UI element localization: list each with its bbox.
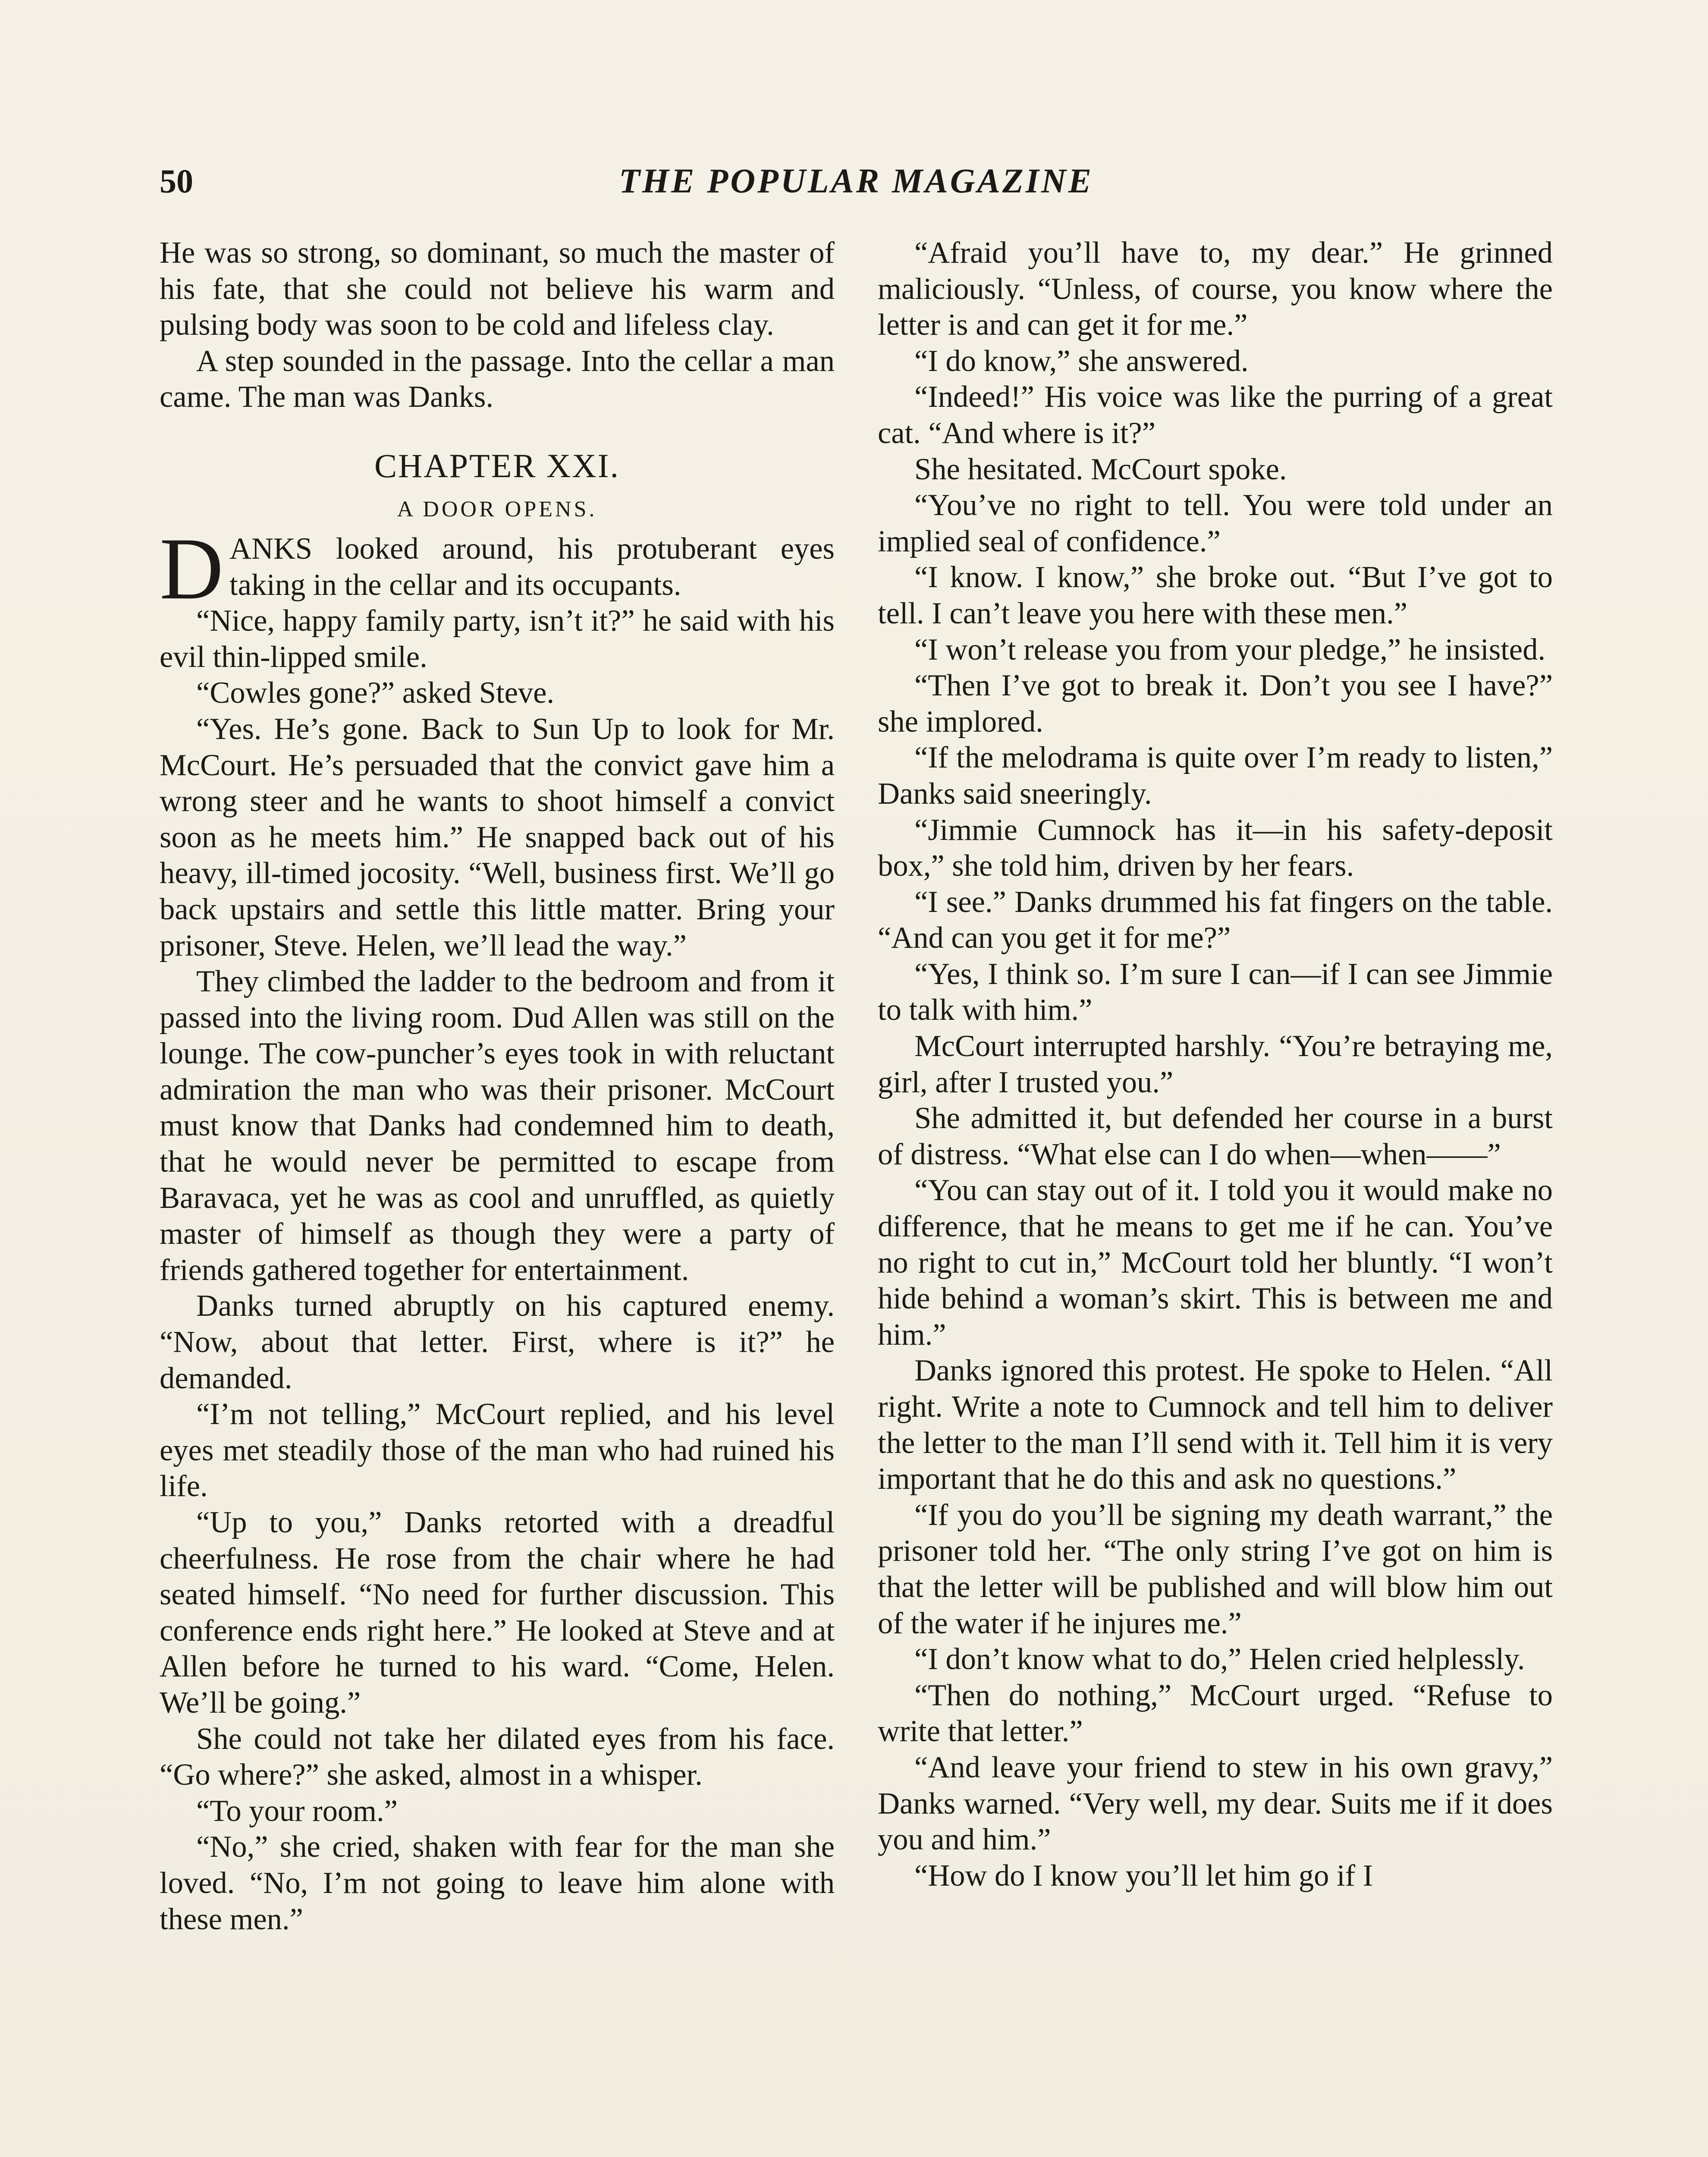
paragraph: “I know. I know,” she broke out. “But I’ve got to tell. I can’t leave you here with these men.”	[878, 560, 1553, 630]
paragraph: “You can stay out of it. I told you it would make no difference, that he means to get me if he can. You’ve no right to cut in,” McCourt told her bluntly. “I won’t hide behind a woman’s skirt. This is between me and him.”	[878, 1173, 1553, 1352]
right-column	[878, 235, 1553, 1894]
paragraph: “Up to you,” Danks retorted with a dreadful cheerfulness. He rose from the chair where he had seated himself. “No need for further discussion. This conference ends right here.” He looked at Steve and at Allen before he turned to his ward. “Come, Helen. We’ll be going.”	[160, 1506, 835, 1720]
paragraph: “You’ve no right to tell. You were told under an implied seal of confidence.”	[878, 488, 1553, 558]
paragraph: “I won’t release you from your pledge,” he insisted.	[914, 632, 1546, 667]
paragraph: “Indeed!” His voice was like the purring of a great cat. “And where is it?”	[878, 380, 1553, 450]
running-head: THE POPULAR MAGAZINE	[619, 162, 1094, 200]
chapter-opening-paragraph	[160, 519, 835, 618]
paragraph: Danks turned abruptly on his captured enemy. “Now, about that letter. First, where is it?” he demanded.	[160, 1289, 835, 1395]
paragraph: “Nice, happy family party, isn’t it?” he said with his evil thin-lipped smile.	[160, 604, 835, 674]
paragraph: “To your room.”	[196, 1794, 398, 1828]
paragraph: “If you do you’ll be signing my death warrant,” the prisoner told her. “The only string I’ve got on him is that the letter will be published and will blow him out of the water if he injures me.”	[878, 1498, 1553, 1640]
paragraph: “I see.” Danks drummed his fat fingers on the table. “And can you get it for me?”	[878, 885, 1553, 955]
paragraph: “I’m not telling,” McCourt replied, and his level eyes met steadily those of the man who had ruined his life.	[160, 1397, 835, 1503]
paragraph: “Cowles gone?” asked Steve.	[196, 676, 555, 710]
paragraph: She hesitated. McCourt spoke.	[914, 452, 1287, 486]
page-number: 50	[160, 162, 193, 200]
drop-cap-text: ANKS looked around, his protuberant eyes taking in the cellar and its occupants.	[229, 531, 835, 602]
chapter-title: CHAPTER XXI.	[374, 446, 620, 484]
paragraph: “No,” she cried, shaken with fear for the man she loved. “No, I’m not going to leave him alone with these men.”	[160, 1830, 835, 1936]
paragraph: Danks ignored this protest. He spoke to Helen. “All right. Write a note to Cumnock and tell him to deliver the letter to the man I’ll send with it. Tell him it is very important that he do this and ask no questions.”	[878, 1354, 1553, 1496]
paragraph: “If the melodrama is quite over I’m ready to listen,” Danks said sneeringly.	[878, 741, 1553, 811]
paragraph: She admitted it, but defended her course in a burst of distress. “What else can I do when—when——”	[878, 1101, 1553, 1171]
paragraph: A step sounded in the passage. Into the cellar a man came. The man was Danks.	[160, 344, 835, 414]
paragraph: “Then I’ve got to break it. Don’t you see I have?” she implored.	[878, 669, 1553, 739]
paragraph: “And leave your friend to stew in his own gravy,” Danks warned. “Very well, my dear. Suits me if it does you and him.”	[878, 1750, 1553, 1857]
paragraph: They climbed the ladder to the bedroom and from it passed into the living room. Dud Allen was still on the lounge. The cow-puncher’s eyes took in with reluctant admiration the man who was their prisoner. McCourt must know that Danks had condemned him to death, that he would never be permitted to escape from Baravaca, yet he was as cool and unruffled, as quietly master of himself as though they were a party of friends gathered together for entertainment.	[160, 965, 835, 1287]
paragraph: “How do I know you’ll let him go if I	[914, 1858, 1373, 1893]
paragraph: He was so strong, so dominant, so much the master of his fate, that she could not believe his warm and pulsing body was soon to be cold and lifeless clay.	[160, 236, 835, 342]
chapter-subtitle: A DOOR OPENS.	[397, 497, 597, 522]
paragraph: “I don’t know what to do,” Helen cried helplessly.	[914, 1642, 1525, 1676]
paragraph: “I do know,” she answered.	[914, 344, 1249, 378]
paragraph: “Jimmie Cumnock has it—in his safety-deposit box,” she told him, driven by her fears.	[878, 813, 1553, 883]
paragraph: “Yes, I think so. I’m sure I can—if I can see Jimmie to talk with him.”	[878, 957, 1553, 1027]
paragraph: “Afraid you’ll have to, my dear.” He grinned maliciously. “Unless, of course, you know where the letter is and can get it for me.”	[878, 236, 1553, 342]
paragraph: McCourt interrupted harshly. “You’re betraying me, girl, after I trusted you.”	[878, 1029, 1553, 1099]
paragraph: “Yes. He’s gone. Back to Sun Up to look for Mr. McCourt. He’s persuaded that the convict gave him a wrong steer and he wants to shoot himself a convict soon as he meets him.” He snapped back out of his heavy, ill-timed jocosity. “Well, business first. We’ll go back upstairs and settle this little matter. Bring your prisoner, Steve. Helen, we’ll lead the way.”	[160, 712, 835, 962]
page-header	[160, 155, 1553, 207]
paragraph: “Then do nothing,” McCourt urged. “Refuse to write that letter.”	[878, 1678, 1553, 1748]
drop-cap: D	[160, 519, 224, 618]
left-column	[160, 235, 835, 1937]
paragraph: She could not take her dilated eyes from his face. “Go where?” she asked, almost in a whisper.	[160, 1722, 835, 1792]
